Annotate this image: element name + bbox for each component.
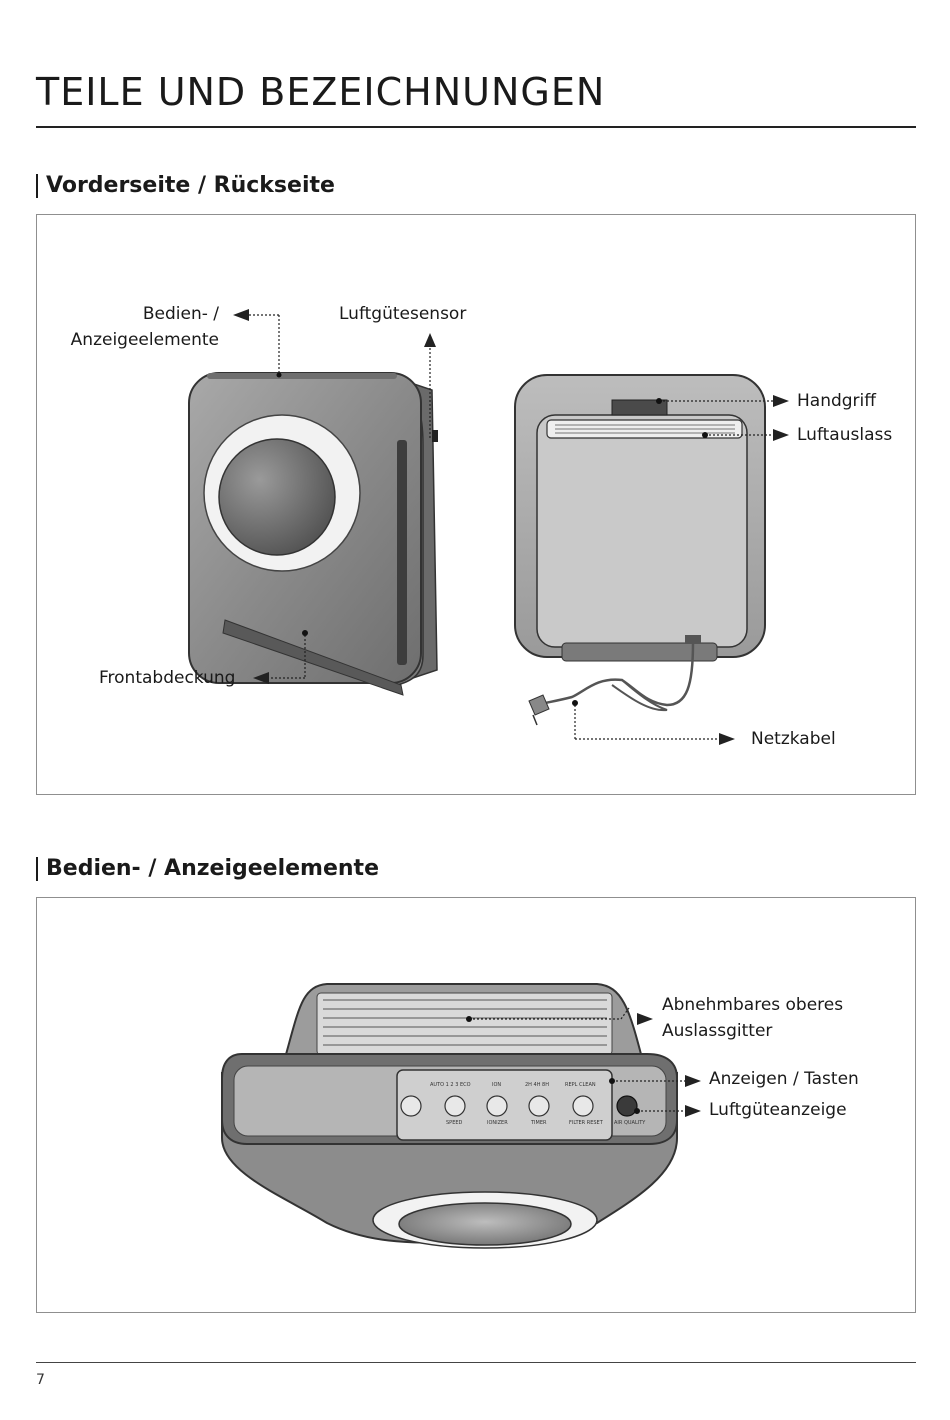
front-unit-illustration	[189, 373, 438, 695]
label-air-quality-indicator: Luftgüteanzeige	[709, 1100, 847, 1120]
page-title: TEILE UND BEZEICHNUNGEN	[36, 70, 606, 114]
filter-reset-button-graphic	[573, 1096, 593, 1116]
label-power-cord: Netzkabel	[751, 729, 836, 749]
title-rule	[36, 126, 916, 128]
svg-text:AUTO 1 2 3 ECO: AUTO 1 2 3 ECO	[430, 1082, 471, 1088]
svg-text:FILTER RESET: FILTER RESET	[569, 1120, 603, 1126]
front-back-figure-frame	[36, 214, 916, 795]
svg-text:REPL CLEAN: REPL CLEAN	[565, 1082, 596, 1088]
section-heading-controls: Bedien- / Anzeigeelemente	[36, 857, 379, 881]
footer-rule	[36, 1362, 916, 1363]
air-quality-light-graphic	[617, 1096, 637, 1116]
label-handle: Handgriff	[797, 391, 876, 411]
ionizer-button-graphic	[487, 1096, 507, 1116]
label-removable-grille	[662, 992, 843, 1044]
controls-figure-frame	[36, 897, 916, 1313]
label-indicators-buttons: Anzeigen / Tasten	[709, 1069, 859, 1089]
section-heading-front-back: Vorderseite / Rückseite	[36, 174, 335, 198]
back-unit-illustration	[515, 375, 765, 725]
svg-text:AIR QUALITY: AIR QUALITY	[614, 1120, 646, 1126]
svg-text:ION: ION	[492, 1082, 502, 1088]
page-number: 7	[36, 1372, 45, 1388]
label-controls-line2: Anzeigeelemente	[70, 330, 219, 350]
speed-button-graphic	[445, 1096, 465, 1116]
label-air-outlet: Luftauslass	[797, 425, 893, 445]
svg-text:TIMER: TIMER	[531, 1120, 547, 1126]
label-grille-line2: Auslassgitter	[662, 1021, 773, 1041]
label-air-quality-sensor: Luftgütesensor	[339, 304, 467, 324]
timer-button-graphic	[529, 1096, 549, 1116]
label-grille-line1: Abnehmbares oberes	[662, 995, 844, 1015]
label-controls-front	[71, 301, 219, 353]
svg-text:SPEED: SPEED	[446, 1120, 463, 1126]
svg-text:IONIZER: IONIZER	[487, 1120, 508, 1126]
label-front-cover: Frontabdeckung	[99, 668, 236, 688]
power-button-graphic	[401, 1096, 421, 1116]
label-controls-line1: Bedien- /	[142, 304, 219, 324]
svg-text:2H 4H 8H: 2H 4H 8H	[525, 1082, 550, 1088]
